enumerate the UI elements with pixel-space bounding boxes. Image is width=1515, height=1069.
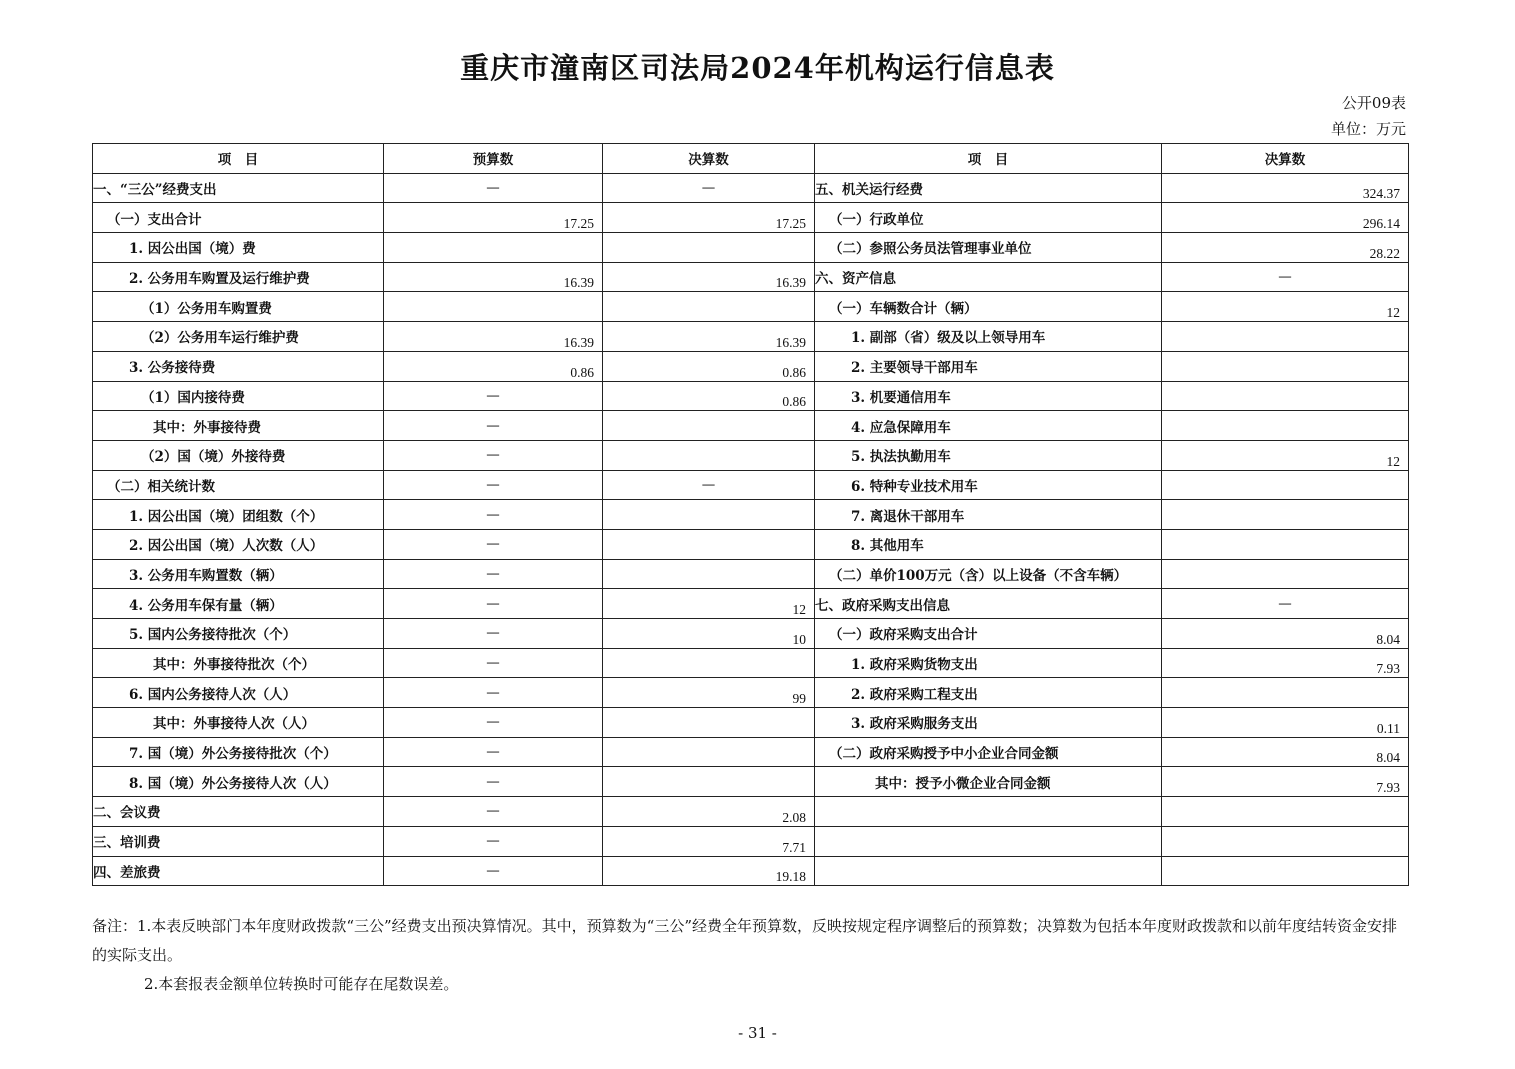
row-budget: —	[384, 559, 603, 589]
page-title: 重庆市潼南区司法局2024年机构运行信息表	[460, 51, 1055, 85]
info-table	[92, 143, 1409, 886]
row-item-left: 1. 因公出国（境）团组数（个）	[93, 500, 384, 530]
row-budget: —	[384, 411, 603, 441]
row-item-left: （2）公务用车运行维护费	[93, 322, 384, 352]
row-final-left	[603, 708, 815, 738]
row-item-left: 2. 因公出国（境）人次数（人）	[93, 529, 384, 559]
row-budget	[384, 292, 603, 322]
row-item-right	[815, 856, 1162, 886]
table-row	[93, 589, 1409, 619]
table-row	[93, 856, 1409, 886]
row-item-left: 其中：外事接待人次（人）	[93, 708, 384, 738]
row-budget: —	[384, 648, 603, 678]
row-item-left: 其中：外事接待批次（个）	[93, 648, 384, 678]
row-budget: 0.86	[384, 351, 603, 381]
row-budget: —	[384, 767, 603, 797]
row-final-right	[1162, 470, 1409, 500]
row-final-right: 324.37	[1162, 173, 1409, 203]
header-item-right: 项 目	[815, 144, 1162, 174]
row-final-left: 19.18	[603, 856, 815, 886]
row-budget: —	[384, 678, 603, 708]
table-row	[93, 500, 1409, 530]
table-row	[93, 233, 1409, 263]
table-row	[93, 203, 1409, 233]
row-budget: —	[384, 440, 603, 470]
row-item-right: 其中：授予小微企业合同金额	[815, 767, 1162, 797]
row-item-left: 一、“三公”经费支出	[93, 173, 384, 203]
row-budget: —	[384, 797, 603, 827]
row-item-left: （2）国（境）外接待费	[93, 440, 384, 470]
table-row	[93, 648, 1409, 678]
row-item-right: 五、机关运行经费	[815, 173, 1162, 203]
row-item-left: （二）相关统计数	[93, 470, 384, 500]
row-budget: —	[384, 619, 603, 649]
table-row	[93, 767, 1409, 797]
row-budget: 17.25	[384, 203, 603, 233]
row-item-right: （一）政府采购支出合计	[815, 619, 1162, 649]
table-row	[93, 529, 1409, 559]
table-row	[93, 322, 1409, 352]
row-item-right: 1. 副部（省）级及以上领导用车	[815, 322, 1162, 352]
row-item-right: 6. 特种专业技术用车	[815, 470, 1162, 500]
table-row	[93, 262, 1409, 292]
row-final-left	[603, 737, 815, 767]
row-item-right: 3. 政府采购服务支出	[815, 708, 1162, 738]
row-item-left: 四、差旅费	[93, 856, 384, 886]
row-item-right: 4. 应急保障用车	[815, 411, 1162, 441]
row-item-right	[815, 826, 1162, 856]
row-final-left	[603, 233, 815, 263]
row-final-right	[1162, 411, 1409, 441]
row-item-right: 2. 政府采购工程支出	[815, 678, 1162, 708]
header-budget: 预算数	[384, 144, 603, 174]
row-final-left	[603, 767, 815, 797]
row-final-left: 0.86	[603, 381, 815, 411]
row-budget: —	[384, 173, 603, 203]
row-item-right: （二）政府采购授予中小企业合同金额	[815, 737, 1162, 767]
row-final-left: 12	[603, 589, 815, 619]
row-item-right	[815, 797, 1162, 827]
row-item-left: 8. 国（境）外公务接待人次（人）	[93, 767, 384, 797]
row-item-right: 六、资产信息	[815, 262, 1162, 292]
header-final-right: 决算数	[1162, 144, 1409, 174]
note-1: 备注：1.本表反映部门本年度财政拨款“三公”经费支出预决算情况。其中，预算数为“三公”经费全年预算数，反映按规定程序调整后的预算数；决算数为包括本年度财政拨款和以前年度结转资金安排的实际支出。	[92, 917, 1397, 964]
row-item-left: 其中：外事接待费	[93, 411, 384, 441]
row-final-right: 12	[1162, 292, 1409, 322]
row-item-right: 5. 执法执勤用车	[815, 440, 1162, 470]
row-item-left: 1. 因公出国（境）费	[93, 233, 384, 263]
row-final-right	[1162, 322, 1409, 352]
row-final-right	[1162, 678, 1409, 708]
unit-label: 单位：万元	[1330, 120, 1406, 138]
row-item-left: （一）支出合计	[93, 203, 384, 233]
row-final-left: 10	[603, 619, 815, 649]
row-final-right: 8.04	[1162, 619, 1409, 649]
table-row	[93, 440, 1409, 470]
table-row	[93, 381, 1409, 411]
row-item-left: 6. 国内公务接待人次（人）	[93, 678, 384, 708]
row-item-right: 1. 政府采购货物支出	[815, 648, 1162, 678]
table-row	[93, 292, 1409, 322]
row-final-right: —	[1162, 262, 1409, 292]
form-number: 公开09表	[1341, 94, 1406, 112]
row-item-right: 2. 主要领导干部用车	[815, 351, 1162, 381]
row-budget: —	[384, 500, 603, 530]
row-final-left	[603, 648, 815, 678]
row-item-right: （二）参照公务员法管理事业单位	[815, 233, 1162, 263]
table-body	[93, 173, 1409, 886]
row-budget: —	[384, 381, 603, 411]
row-final-right: —	[1162, 589, 1409, 619]
row-final-right	[1162, 529, 1409, 559]
row-budget: —	[384, 856, 603, 886]
row-final-left: 16.39	[603, 262, 815, 292]
row-final-left	[603, 292, 815, 322]
row-final-left: 99	[603, 678, 815, 708]
row-final-left	[603, 529, 815, 559]
row-final-right	[1162, 500, 1409, 530]
row-final-left: —	[603, 470, 815, 500]
row-final-right: 0.11	[1162, 708, 1409, 738]
row-budget: —	[384, 589, 603, 619]
row-budget: —	[384, 708, 603, 738]
row-item-left: 5. 国内公务接待批次（个）	[93, 619, 384, 649]
row-final-left	[603, 411, 815, 441]
row-budget	[384, 233, 603, 263]
table-row	[93, 797, 1409, 827]
table-row	[93, 559, 1409, 589]
row-budget: —	[384, 826, 603, 856]
row-final-right	[1162, 559, 1409, 589]
row-final-right: 8.04	[1162, 737, 1409, 767]
table-row	[93, 351, 1409, 381]
row-final-right	[1162, 381, 1409, 411]
table-row	[93, 470, 1409, 500]
row-budget: —	[384, 737, 603, 767]
row-item-left: 3. 公务用车购置数（辆）	[93, 559, 384, 589]
row-budget: 16.39	[384, 262, 603, 292]
table-row	[93, 826, 1409, 856]
row-item-left: （1）公务用车购置费	[93, 292, 384, 322]
row-item-right: 七、政府采购支出信息	[815, 589, 1162, 619]
row-item-left: 4. 公务用车保有量（辆）	[93, 589, 384, 619]
row-item-left: 三、培训费	[93, 826, 384, 856]
table-row	[93, 678, 1409, 708]
row-final-left: 2.08	[603, 797, 815, 827]
row-final-right: 7.93	[1162, 767, 1409, 797]
row-final-left: 0.86	[603, 351, 815, 381]
row-final-right: 28.22	[1162, 233, 1409, 263]
row-item-left: 3. 公务接待费	[93, 351, 384, 381]
row-item-right: 3. 机要通信用车	[815, 381, 1162, 411]
row-final-left	[603, 500, 815, 530]
row-item-right: 7. 离退休干部用车	[815, 500, 1162, 530]
row-item-right: （一）车辆数合计（辆）	[815, 292, 1162, 322]
note-2: 2.本套报表金额单位转换时可能存在尾数误差。	[144, 975, 459, 993]
row-final-right	[1162, 797, 1409, 827]
row-item-left: 二、会议费	[93, 797, 384, 827]
row-final-left	[603, 440, 815, 470]
notes	[92, 912, 1408, 999]
row-final-right	[1162, 826, 1409, 856]
table-row	[93, 411, 1409, 441]
row-budget: —	[384, 470, 603, 500]
row-final-right: 296.14	[1162, 203, 1409, 233]
row-final-right	[1162, 856, 1409, 886]
row-item-left: 7. 国（境）外公务接待批次（个）	[93, 737, 384, 767]
table-row	[93, 619, 1409, 649]
row-final-left: —	[603, 173, 815, 203]
row-final-right: 12	[1162, 440, 1409, 470]
row-final-left: 16.39	[603, 322, 815, 352]
header-final-left: 决算数	[603, 144, 815, 174]
header-item-left: 项 目	[93, 144, 384, 174]
row-item-left: （1）国内接待费	[93, 381, 384, 411]
row-item-left: 2. 公务用车购置及运行维护费	[93, 262, 384, 292]
row-final-right	[1162, 351, 1409, 381]
row-item-right: 8. 其他用车	[815, 529, 1162, 559]
row-item-right: （二）单价100万元（含）以上设备（不含车辆）	[815, 559, 1162, 589]
row-final-left: 17.25	[603, 203, 815, 233]
row-budget: —	[384, 529, 603, 559]
table-row	[93, 737, 1409, 767]
page-number: - 31 -	[738, 1024, 777, 1042]
row-final-left	[603, 559, 815, 589]
row-item-right: （一）行政单位	[815, 203, 1162, 233]
row-budget: 16.39	[384, 322, 603, 352]
row-final-right: 7.93	[1162, 648, 1409, 678]
table-header-row	[93, 144, 1409, 174]
table-row	[93, 173, 1409, 203]
row-final-left: 7.71	[603, 826, 815, 856]
table-row	[93, 708, 1409, 738]
